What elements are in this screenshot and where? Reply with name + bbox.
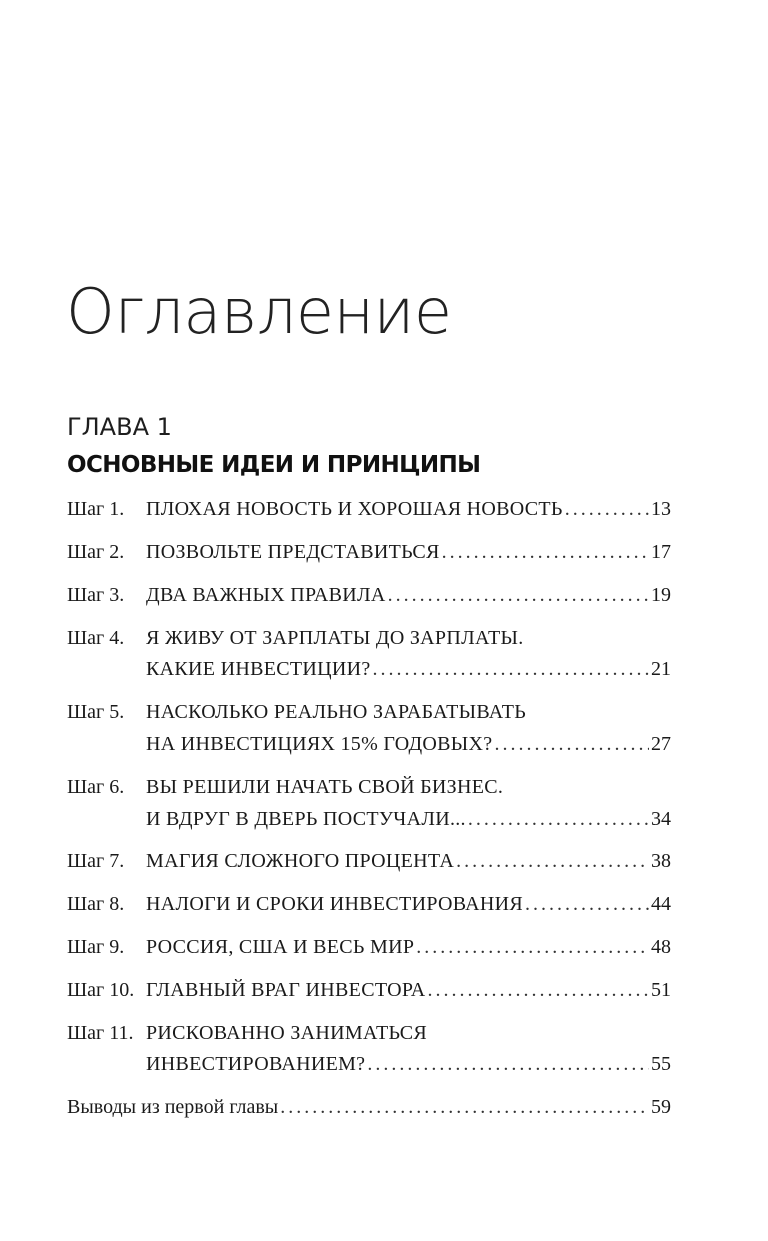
- toc-entry-step-1[interactable]: [67, 495, 671, 523]
- toc-page-number: 51: [651, 979, 671, 1001]
- toc-entry-step-11[interactable]: [67, 1019, 671, 1047]
- toc-entry-step-6[interactable]: [67, 773, 671, 801]
- toc-step-number: Шаг 4.: [67, 627, 125, 649]
- toc-step-number: Шаг 5.: [67, 701, 125, 723]
- toc-page-number: 27: [651, 733, 671, 755]
- toc-leader-dots: [442, 538, 649, 566]
- chapter-title: ОСНОВНЫЕ ИДЕИ И ПРИНЦИПЫ: [67, 452, 481, 478]
- toc-step-number: Шаг 11.: [67, 1022, 134, 1044]
- toc-step-number: Шаг 3.: [67, 584, 125, 606]
- toc-step-title-line-2: ИНВЕСТИРОВАНИЕМ?: [146, 1053, 366, 1075]
- toc-entry-step-7[interactable]: [67, 847, 671, 875]
- toc-step-title: ГЛАВНЫЙ ВРАГ ИНВЕСТОРА: [146, 979, 426, 1001]
- toc-leader-dots: [373, 655, 649, 683]
- toc-page-number: 44: [651, 893, 671, 915]
- toc-page-number: 34: [651, 808, 671, 830]
- toc-step-title: НАЛОГИ И СРОКИ ИНВЕСТИРОВАНИЯ: [146, 893, 523, 915]
- toc-step-number: Шаг 10.: [67, 979, 135, 1001]
- toc-entry-step-3[interactable]: [67, 581, 671, 609]
- toc-page-number: 17: [651, 541, 671, 563]
- toc-step-title-line-2: И ВДРУГ В ДВЕРЬ ПОСТУЧАЛИ...: [146, 808, 466, 830]
- toc-page-number: 21: [651, 658, 671, 680]
- toc-entry-step-10[interactable]: [67, 976, 671, 1004]
- toc-step-title: РОССИЯ, США И ВЕСЬ МИР: [146, 936, 415, 958]
- toc-step-title: МАГИЯ СЛОЖНОГО ПРОЦЕНТА: [146, 850, 455, 872]
- toc-step-number: Шаг 2.: [67, 541, 125, 563]
- toc-step-title-line-1: Я ЖИВУ ОТ ЗАРПЛАТЫ ДО ЗАРПЛАТЫ.: [146, 627, 524, 649]
- toc-leader-dots: [280, 1093, 649, 1121]
- toc-entry-step-4[interactable]: [67, 624, 671, 652]
- toc-summary-title: Выводы из первой главы: [67, 1096, 279, 1118]
- toc-step-number: Шаг 8.: [67, 893, 125, 915]
- toc-leader-dots: [525, 890, 649, 918]
- toc-step-number: Шаг 7.: [67, 850, 125, 872]
- toc-entry-step-9[interactable]: [67, 933, 671, 961]
- toc-step-title-line-2: НА ИНВЕСТИЦИЯХ 15% ГОДОВЫХ?: [146, 733, 493, 755]
- toc-entry-summary[interactable]: [67, 1093, 671, 1121]
- toc-page-number: 19: [651, 584, 671, 606]
- toc-page-number: 38: [651, 850, 671, 872]
- toc-entry-step-11-continued[interactable]: [67, 1050, 671, 1078]
- toc-entry-step-8[interactable]: [67, 890, 671, 918]
- toc-step-title: ДВА ВАЖНЫХ ПРАВИЛА: [146, 584, 386, 606]
- toc-leader-dots: [468, 805, 649, 833]
- toc-page-number: 59: [651, 1096, 671, 1118]
- toc-step-title: ПОЗВОЛЬТЕ ПРЕДСТАВИТЬСЯ: [146, 541, 440, 563]
- chapter-label: ГЛАВА 1: [67, 413, 172, 441]
- toc-leader-dots: [367, 1050, 649, 1078]
- toc-entry-step-5-continued[interactable]: [67, 730, 671, 758]
- toc-step-title-line-1: РИСКОВАННО ЗАНИМАТЬСЯ: [146, 1022, 428, 1044]
- toc-step-number: Шаг 6.: [67, 776, 125, 798]
- toc-leader-dots: [456, 847, 649, 875]
- toc-page-number: 48: [651, 936, 671, 958]
- toc-entry-step-5[interactable]: [67, 698, 671, 726]
- toc-page-number: 55: [651, 1053, 671, 1075]
- toc-step-title-line-1: НАСКОЛЬКО РЕАЛЬНО ЗАРАБАТЫВАТЬ: [146, 701, 527, 723]
- toc-step-title-line-1: ВЫ РЕШИЛИ НАЧАТЬ СВОЙ БИЗНЕС.: [146, 776, 504, 798]
- toc-leader-dots: [427, 976, 649, 1004]
- toc-step-number: Шаг 9.: [67, 936, 125, 958]
- page-title: Оглавление: [66, 275, 452, 348]
- toc-step-number: Шаг 1.: [67, 498, 125, 520]
- toc-entry-step-2[interactable]: [67, 538, 671, 566]
- toc-step-title: ПЛОХАЯ НОВОСТЬ И ХОРОШАЯ НОВОСТЬ: [146, 498, 563, 520]
- toc-page-number: 13: [651, 498, 671, 520]
- toc-step-title-line-2: КАКИЕ ИНВЕСТИЦИИ?: [146, 658, 371, 680]
- toc-entry-step-6-continued[interactable]: [67, 805, 671, 833]
- toc-leader-dots: [565, 495, 649, 523]
- toc-leader-dots: [388, 581, 649, 609]
- toc-entry-step-4-continued[interactable]: [67, 655, 671, 683]
- toc-leader-dots: [416, 933, 649, 961]
- toc-leader-dots: [494, 730, 649, 758]
